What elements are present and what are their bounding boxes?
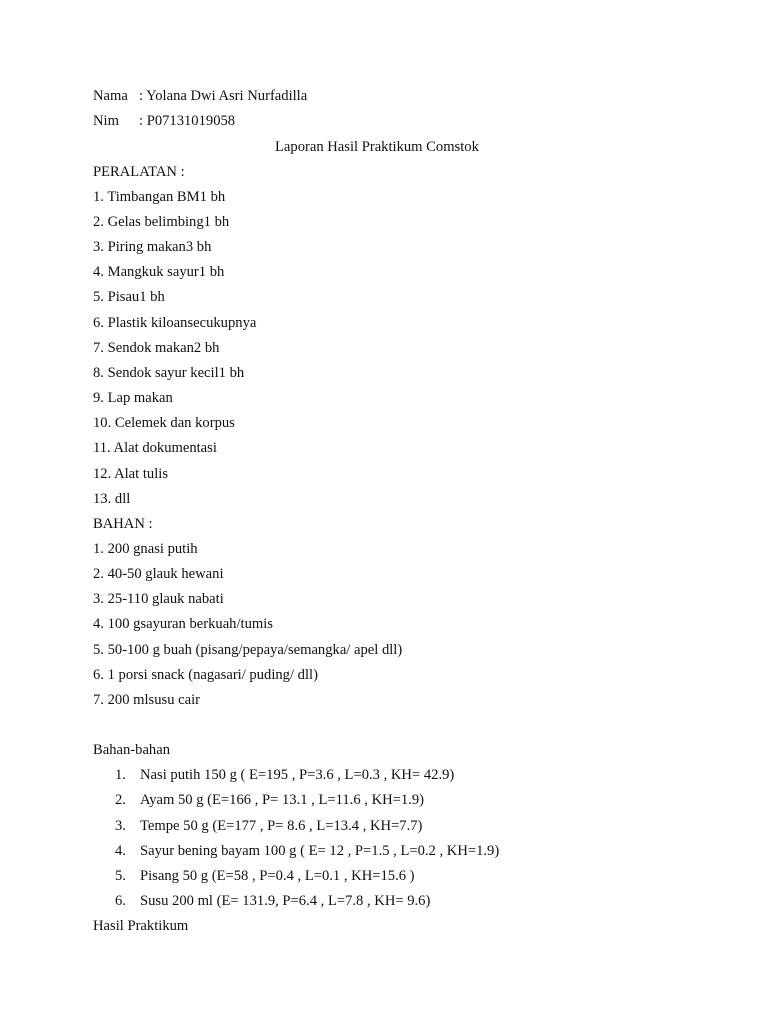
list-item: Sayur bening bayam 100 g ( E= 12 , P=1.5 , L=0.2 , KH=1.9) [140,843,500,859]
peralatan-item: 5. Pisau1 bh [93,289,165,305]
bahan-item: 3. 25-110 glauk nabati [93,591,224,607]
hasil-heading: Hasil Praktikum [93,918,189,934]
document-title: Laporan Hasil Praktikum Comstok [275,139,479,155]
peralatan-item: 8. Sendok sayur kecil1 bh [93,365,245,381]
bahan-bahan-heading: Bahan-bahan [93,742,170,758]
peralatan-item: 7. Sendok makan2 bh [93,340,220,356]
bahan-item: 1. 200 gnasi putih [93,541,198,557]
nama-value: : Yolana Dwi Asri Nurfadilla [139,88,308,104]
peralatan-item: 3. Piring makan3 bh [93,239,212,255]
list-number: 1. [115,767,126,783]
list-number: 3. [115,818,126,834]
list-item: Susu 200 ml (E= 131.9, P=6.4 , L=7.8 , KH= 9.6) [140,893,431,909]
peralatan-item: 2. Gelas belimbing1 bh [93,214,230,230]
list-item: Tempe 50 g (E=177 , P= 8.6 , L=13.4 , KH=7.7) [140,818,423,834]
bahan-heading: BAHAN : [93,516,153,532]
peralatan-item: 12. Alat tulis [93,466,168,482]
nim-label: Nim [93,113,119,129]
list-number: 6. [115,893,126,909]
peralatan-item: 9. Lap makan [93,390,173,406]
nama-line [93,87,307,105]
list-item: Ayam 50 g (E=166 , P= 13.1 , L=11.6 , KH=1.9) [140,792,424,808]
bahan-item: 5. 50-100 g buah (pisang/pepaya/semangka/ apel dll) [93,642,403,658]
nama-label: Nama [93,88,128,104]
peralatan-item: 1. Timbangan BM1 bh [93,189,226,205]
nim-value: : P07131019058 [139,113,236,129]
peralatan-item: 11. Alat dokumentasi [93,440,217,456]
list-number: 2. [115,792,126,808]
peralatan-item: 13. dll [93,491,131,507]
peralatan-item: 10. Celemek dan korpus [93,415,235,431]
bahan-item: 7. 200 mlsusu cair [93,692,201,708]
list-item: Nasi putih 150 g ( E=195 , P=3.6 , L=0.3 , KH= 42.9) [140,767,455,783]
peralatan-item: 6. Plastik kiloansecukupnya [93,315,257,331]
bahan-item: 4. 100 gsayuran berkuah/tumis [93,616,273,632]
list-item: Pisang 50 g (E=58 , P=0.4 , L=0.1 , KH=15.6 ) [140,868,415,884]
bahan-item: 6. 1 porsi snack (nagasari/ puding/ dll) [93,667,318,683]
nim-line [93,112,235,130]
peralatan-heading: PERALATAN : [93,164,185,180]
list-number: 5. [115,868,126,884]
list-number: 4. [115,843,126,859]
bahan-item: 2. 40-50 glauk hewani [93,566,224,582]
peralatan-item: 4. Mangkuk sayur1 bh [93,264,225,280]
